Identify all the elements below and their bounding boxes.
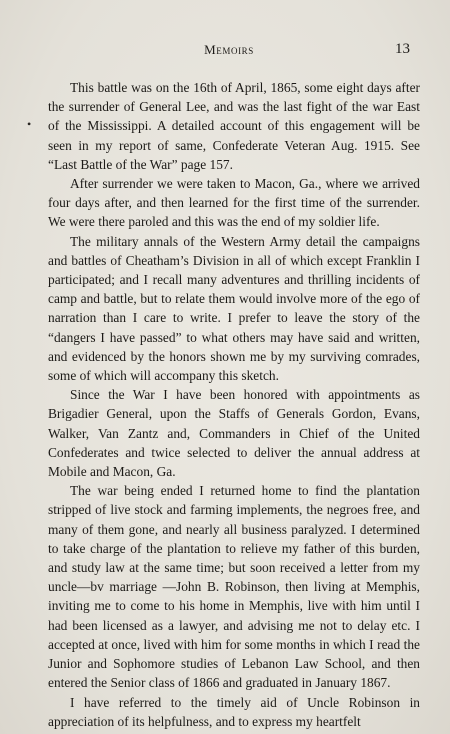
paragraph-surrender-macon: After surrender we were taken to Macon, Ga., where we arrived four days after, and then learned for the first time of the surrender. We were there paroled and this was the end of my soldier life. [48,176,420,230]
page-number: 13 [395,41,410,57]
body-text [48,78,420,731]
page-header [48,42,410,62]
paragraph-military-annals: The military annals of the Western Army detail the campaigns and battles of Cheatham’s Division in all of which except Franklin I participated; and I recall many adventures and thrilling incidents of camp and battle, but to relate them would involve more of the ego of narration than I care to write. I prefer to leave the story of the “dangers I have passed” to what others may have said and written, and evidenced by the honors shown me by my surviving comrades, some of which will accompany this sketch. [48,233,420,384]
paragraph-appointments: Since the War I have been honored with appointments as Brigadier General, upon the Staffs of Generals Gordon, Evans, Walker, Van Zantz and, Commanders in Chief of the United Confederates and twice selected to deliver the annual address at Mobile and Macon, Ga. [48,387,420,480]
paragraph-uncle-robinson: I have referred to the timely aid of Uncle Robinson in appreciation of its helpfulness, and to express my heartfelt [48,694,420,729]
margin-mark: • [27,117,32,131]
running-head: Memoirs [204,42,254,57]
paragraph-return-home: The war being ended I returned home to find the plantation stripped of live stock and farming implements, the negroes free, and many of them gone, and nearly all business paralyzed. I determined to take charge of the plantation to relieve my father of this burden, and study law at the same time; but soon received a letter from my uncle—bv marriage —John B. Robinson, then living at Memphis, inviting me to come to his home in Memphis, live with him until I had been licensed as a lawyer, and advising me not to delay etc. I accepted at once, lived with him for some months in which I read the Junior and Sophomore studies of Lebanon Law School, and then entered the Senior class of 1866 and graduated in January 1867. [48,483,420,691]
paragraph-last-battle: This battle was on the 16th of April, 1865, some eight days after the surrender of General Lee, and was the last fight of the war East of the Mississippi. A detailed account of this engagement will be seen in my report of same, Confederate Veteran Aug. 1915. See “Last Battle of the War” page 157. [48,80,420,172]
